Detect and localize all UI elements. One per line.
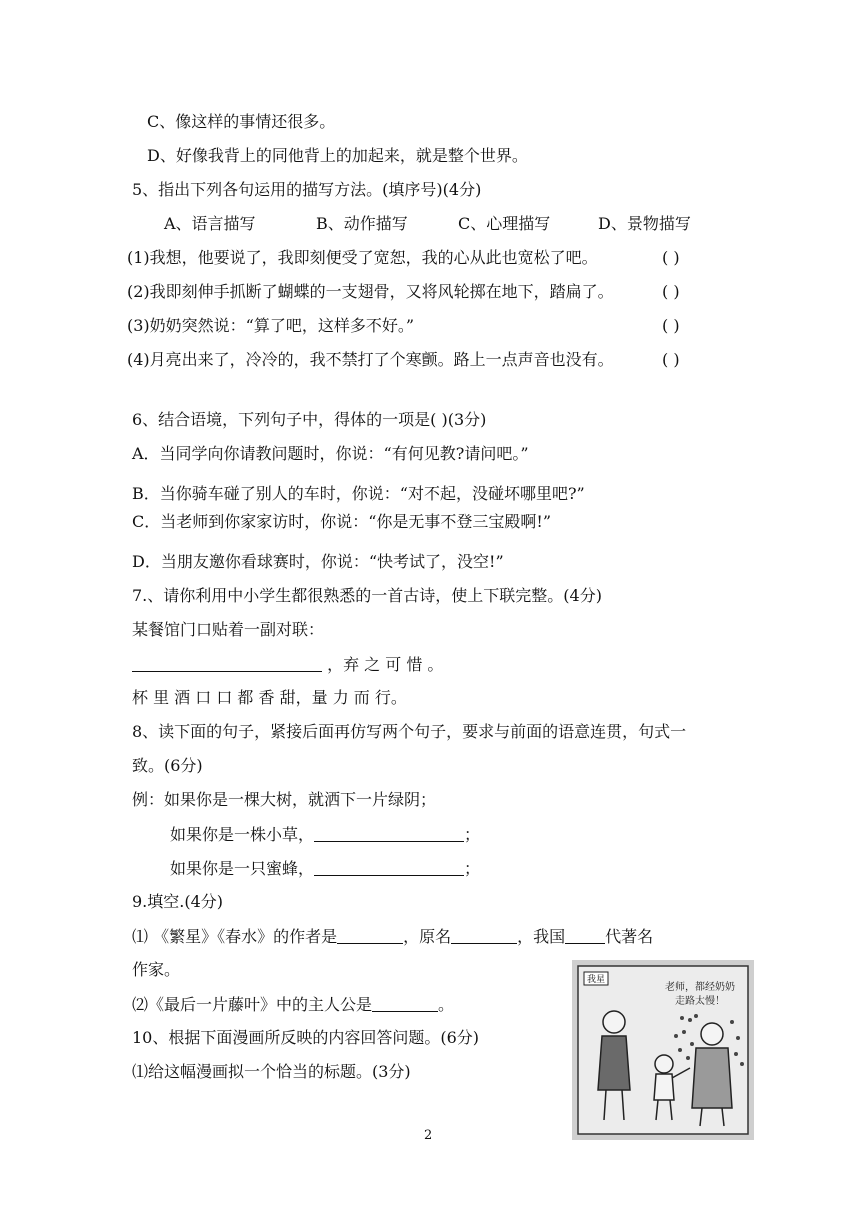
- q5-item-3: (3)奶奶突然说：“算了吧，这样多不好。”: [127, 316, 415, 335]
- q8-end-1: ；: [464, 825, 481, 844]
- q5-answer-4[interactable]: ( ): [662, 350, 680, 369]
- q8-blank-1[interactable]: [314, 823, 464, 842]
- q8-title: 8、读下面的句子，紧接后面再仿写两个句子，要求与前面的语意连贯，句式一: [132, 722, 687, 741]
- cartoon-caption-1: 老师，都经奶奶: [665, 982, 735, 993]
- q10-sub-1: ⑴给这幅漫画拟一个恰当的标题。(3分): [132, 1062, 411, 1081]
- option-c-line: C、像这样的事情还很多。: [147, 112, 336, 131]
- cartoon-image: [572, 960, 754, 1140]
- q6-option-a: A．当同学向你请教问题时，你说：“有何见教?请问吧。”: [132, 444, 529, 463]
- q6-title: 6、结合语境，下列句子中，得体的一项是( )(3分): [132, 410, 487, 429]
- q9-blank-era[interactable]: [565, 925, 605, 944]
- q5-answer-2[interactable]: ( ): [662, 282, 680, 301]
- q8-prompt-2: 如果你是一只蜜蜂，: [170, 859, 315, 878]
- q8-example: 例：如果你是一棵大树，就洒下一片绿阴；: [132, 790, 437, 809]
- q8-end-2: ；: [464, 859, 481, 878]
- q5-title: 5、指出下列各句运用的描写方法。(填序号)(4分): [132, 180, 482, 199]
- q6-option-d: D．当朋友邀你看球赛时，你说：“快考试了，没空!”: [132, 552, 504, 571]
- q7-upper-line: [132, 653, 443, 676]
- q8-title-cont: 致。(6分): [132, 756, 203, 775]
- option-d-line: D、好像我背上的同他背上的加起来，就是整个世界。: [147, 146, 528, 165]
- q5-choice-c: C、心理描写: [458, 214, 551, 233]
- q5-item-1: (1)我想，他要说了，我即刻便受了宽恕，我的心从此也宽松了吧。: [127, 248, 598, 267]
- q5-choice-a: A、语言描写: [164, 214, 256, 233]
- q5-answer-3[interactable]: ( ): [662, 316, 680, 335]
- cartoon-caption-2: 走路太慢！: [675, 996, 725, 1007]
- q8-prompt-1: 如果你是一株小草，: [170, 825, 315, 844]
- q9-title: 9.填空.(4分): [132, 892, 224, 911]
- cartoon-tag: 我星: [586, 975, 606, 985]
- q5-answer-1[interactable]: ( ): [662, 248, 680, 267]
- q5-item-2: (2)我即刻伸手抓断了蝴蝶的一支翅骨，又将风轮掷在地下，踏扁了。: [127, 282, 614, 301]
- q9-blank-protagonist[interactable]: [372, 993, 438, 1012]
- q5-choice-d: D、景物描写: [598, 214, 691, 233]
- q9-item-2: ⑵《最后一片藤叶》中的主人公是 。: [132, 995, 455, 1014]
- q7-intro: 某餐馆门口贴着一副对联：: [132, 620, 325, 639]
- q7-blank[interactable]: [132, 653, 322, 672]
- q9-blank-name[interactable]: [451, 925, 517, 944]
- page-number: 2: [424, 1128, 433, 1143]
- q8-line-2: [170, 857, 480, 880]
- q7-title: 7.、请你利用中小学生都很熟悉的一首古诗，使上下联完整。(4分): [132, 586, 602, 605]
- q9-item-1: ⑴ 《繁星》《春水》的作者是 ，原名 ，我国 代著名: [132, 927, 654, 946]
- q9-item-1-cont: 作家。: [132, 960, 181, 979]
- q7-lower-line: 杯 里 酒 口 口 都 香 甜，量 力 而 行。: [132, 688, 407, 707]
- q6-option-c: C．当老师到你家家访时，你说：“你是无事不登三宝殿啊!”: [132, 512, 552, 531]
- q7-upper-text: ，弃 之 可 惜 。: [322, 655, 444, 674]
- q5-item-4: (4)月亮出来了，冷冷的，我不禁打了个寒颤。路上一点声音也没有。: [127, 350, 614, 369]
- q8-line-1: [170, 823, 480, 846]
- q6-option-b: B．当你骑车碰了别人的车时，你说：“对不起，没碰坏哪里吧?”: [132, 484, 585, 503]
- q9-blank-author[interactable]: [337, 925, 403, 944]
- q8-blank-2[interactable]: [314, 857, 464, 876]
- q5-choice-b: B、动作描写: [316, 214, 408, 233]
- q10-title: 10、根据下面漫画所反映的内容回答问题。(6分): [132, 1028, 480, 1047]
